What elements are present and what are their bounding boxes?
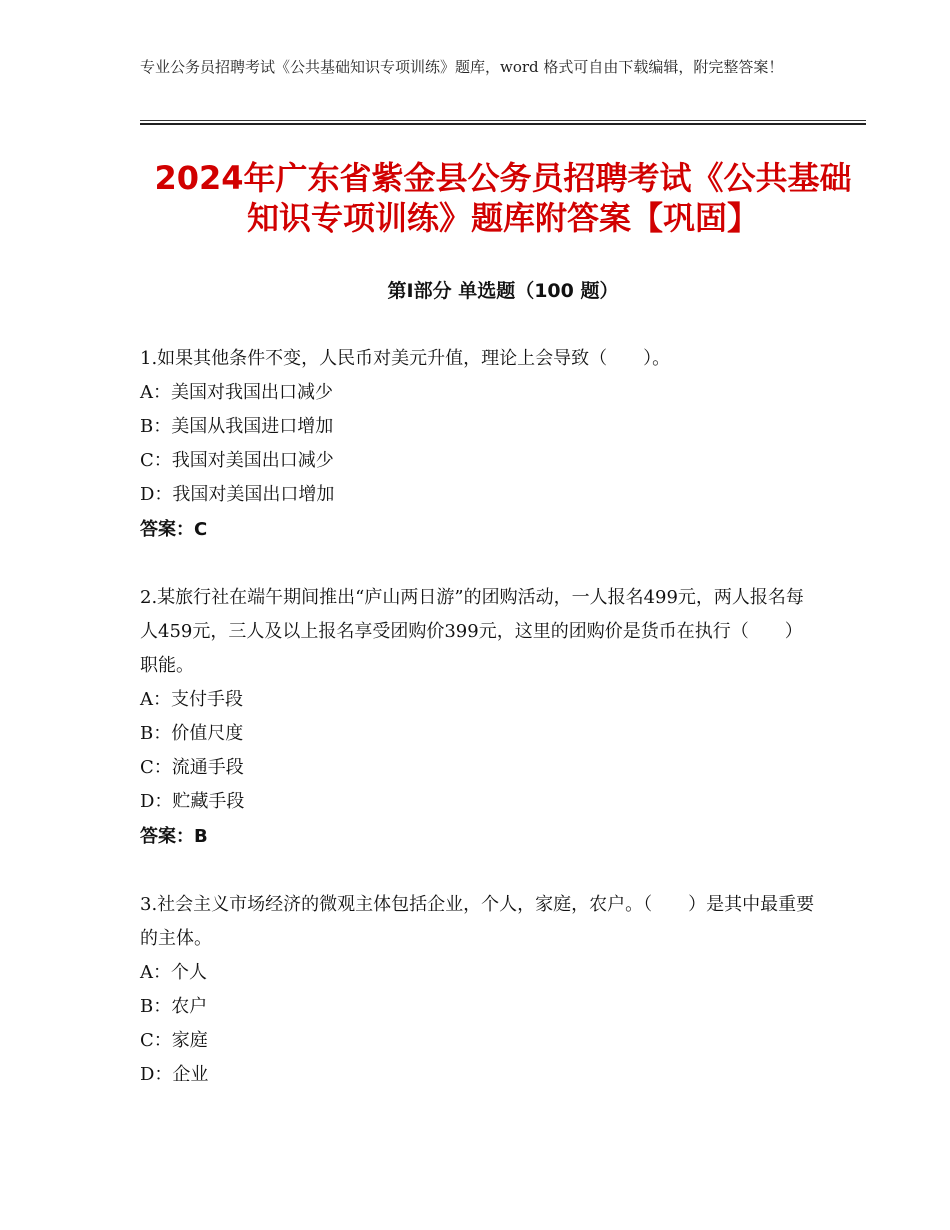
document-title: 2024年广东省紫金县公务员招聘考试《公共基础知识专项训练》题库附答案【巩固】 <box>154 159 852 237</box>
question-1 <box>140 342 820 548</box>
question-stem: 2.某旅行社在端午期间推出“庐山两日游”的团购活动，一人报名499元，两人报名每人459元，三人及以上报名享受团购价399元，这里的团购价是货币在执行（ ）职能。 <box>140 587 804 676</box>
question-list <box>140 342 820 1125</box>
option-d: D：贮藏手段 <box>140 791 245 812</box>
question-stem: 1.如果其他条件不变，人民币对美元升值，理论上会导致（ ）。 <box>140 348 671 369</box>
answer: 答案：B <box>140 826 208 847</box>
section-heading: 第Ⅰ部分 单选题（100 题） <box>387 280 619 302</box>
option-d: D：我国对美国出口增加 <box>140 484 335 505</box>
option-b: B：价值尺度 <box>140 723 244 744</box>
question-3 <box>140 888 820 1092</box>
option-a: A：美国对我国出口减少 <box>140 382 333 403</box>
option-b: B：农户 <box>140 996 208 1017</box>
header-rule-thick <box>140 123 866 125</box>
answer: 答案：C <box>140 519 208 540</box>
header-rule-thin <box>140 120 866 121</box>
option-a: A：支付手段 <box>140 689 243 710</box>
option-a: A：个人 <box>140 962 207 983</box>
option-c: C：流通手段 <box>140 757 244 778</box>
page-header-text: 专业公务员招聘考试《公共基础知识专项训练》题库，word 格式可自由下载编辑，附完整答案！ <box>140 58 784 76</box>
option-d: D：企业 <box>140 1064 209 1085</box>
option-c: C：我国对美国出口减少 <box>140 450 334 471</box>
question-stem: 3.社会主义市场经济的微观主体包括企业，个人，家庭，农户。（ ）是其中最重要的主体。 <box>140 894 815 949</box>
question-2 <box>140 581 820 855</box>
option-c: C：家庭 <box>140 1030 208 1051</box>
option-b: B：美国从我国进口增加 <box>140 416 334 437</box>
